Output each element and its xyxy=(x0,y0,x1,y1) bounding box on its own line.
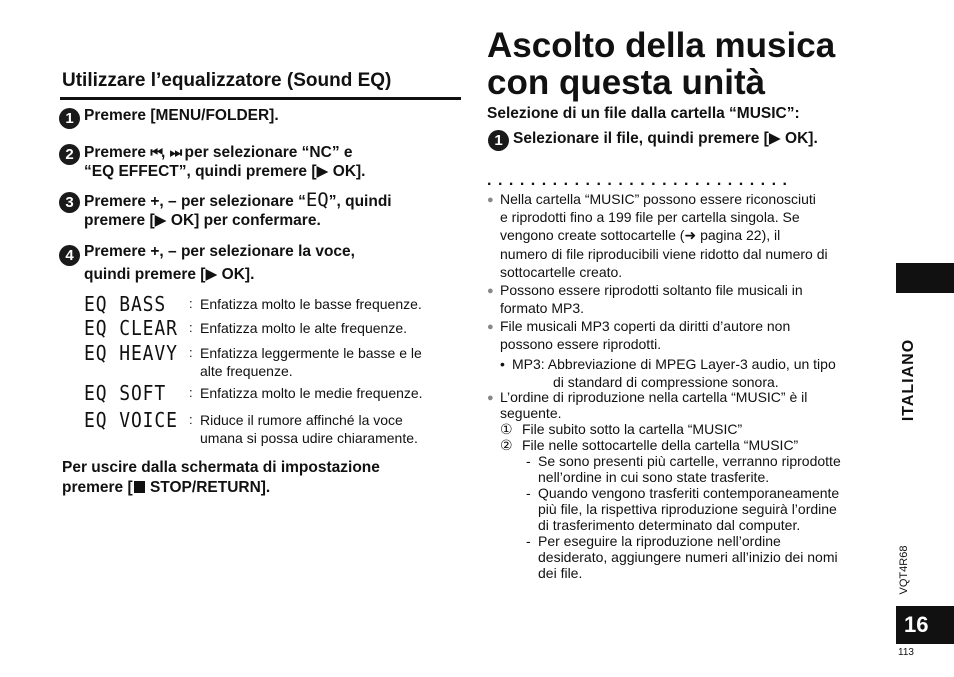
eq-mode-desc: Enfatizza molto le basse frequenze. xyxy=(200,296,422,312)
order-2: File nelle sottocartelle della cartella “MUSIC” xyxy=(522,437,799,453)
note-3-line-2: possono essere riprodotti. xyxy=(500,336,662,352)
mp3-line-1: MP3: Abbreviazione di MPEG Layer-3 audio, un tipo xyxy=(512,356,836,372)
note-3-line-1: File musicali MP3 coperti da diritti d’autore non xyxy=(500,318,791,334)
note-1-line-3-post: pagina 22), il xyxy=(696,227,781,243)
right-step-1-pre: Selezionare il file, quindi premere [ xyxy=(513,130,769,147)
step-3-pre: Premere +, – per selezionare “ xyxy=(84,193,306,210)
language-tab-marker xyxy=(896,263,954,293)
page-number: 16 xyxy=(896,606,954,644)
dash: - xyxy=(526,453,531,469)
detail-1-line-2: nell’ordine in cui sono state trasferite. xyxy=(538,469,770,485)
colon: : xyxy=(189,345,193,360)
language-label xyxy=(894,300,924,460)
step-4-line2-pre: quindi premere [ xyxy=(84,266,206,283)
step-2-pre: Premere xyxy=(84,144,151,161)
bullet: ● xyxy=(487,194,494,206)
eq-mode-desc: Enfatizza molto le alte frequenze. xyxy=(200,320,408,336)
circled-1: ① xyxy=(500,421,513,437)
eq-mode-display: EQ CLEAR xyxy=(84,316,178,340)
note-1-line-1: Nella cartella “MUSIC” possono essere riconosciuti xyxy=(500,191,816,207)
subtitle: Selezione di un file dalla cartella “MUSIC”: xyxy=(487,105,800,122)
bullet: ● xyxy=(487,285,494,297)
note-1-line-2: e riprodotti fino a 199 file per cartella singola. Se xyxy=(500,209,800,225)
step-1-text: Premere [MENU/FOLDER]. xyxy=(84,107,279,124)
eq-mode-desc-line-1: Riduce il rumore affinché la voce xyxy=(200,412,403,428)
step-3-line-2 xyxy=(84,211,321,231)
step-4-line2-post: OK]. xyxy=(217,266,255,283)
eq-display-glyph: EQ xyxy=(305,189,329,211)
right-step-1-number: 1 xyxy=(488,130,509,151)
note-4-line-2: seguente. xyxy=(500,405,562,421)
play-icon: ▶ xyxy=(205,266,218,283)
note-1-line-3 xyxy=(500,227,780,245)
step-4-line-2 xyxy=(84,265,254,285)
detail-3-line-3: dei file. xyxy=(538,565,583,581)
mp3-line-2: di standard di compressione sonora. xyxy=(553,374,779,390)
colon: : xyxy=(189,320,193,335)
step-2-line2-pre: “EQ EFFECT”, quindi premere [ xyxy=(84,163,317,180)
dash: - xyxy=(526,485,531,501)
bullet: ● xyxy=(487,321,494,333)
note-4-line-1: L’ordine di riproduzione nella cartella “MUSIC” è il xyxy=(500,389,808,405)
footer-number: 113 xyxy=(898,647,914,658)
exit-line-1: Per uscire dalla schermata di impostazione xyxy=(62,459,380,476)
play-icon: ▶ xyxy=(768,130,781,147)
right-step-1-post: OK]. xyxy=(780,130,818,147)
eq-mode-display: EQ BASS xyxy=(84,292,167,316)
colon: : xyxy=(189,296,193,311)
skip-back-icon: ⏮ xyxy=(150,144,161,160)
eq-mode-display: EQ HEAVY xyxy=(84,341,178,365)
step-3-number: 3 xyxy=(59,192,80,213)
language-text: ITALIANO xyxy=(900,338,917,422)
eq-mode-desc-line-2: alte frequenze. xyxy=(200,363,293,379)
play-icon: ▶ xyxy=(316,163,329,180)
step-3-line-1 xyxy=(84,190,392,212)
colon: : xyxy=(189,385,193,400)
colon: : xyxy=(189,412,193,427)
step-2-sep: , xyxy=(160,144,170,161)
note-2-line-2: formato MP3. xyxy=(500,300,585,316)
skip-forward-icon: ⏭ xyxy=(169,144,181,160)
step-3-line2-pre: premere [ xyxy=(84,212,155,229)
exit-line2-post: STOP/RETURN]. xyxy=(145,479,271,496)
exit-line2-pre: premere [ xyxy=(62,479,133,496)
play-icon: ▶ xyxy=(154,212,167,229)
step-3-post: ”, quindi xyxy=(328,193,392,210)
order-1: File subito sotto la cartella “MUSIC” xyxy=(522,421,743,437)
detail-2-line-1: Quando vengono trasferiti contemporaneamente xyxy=(538,485,840,501)
arrow-right-icon: ➜ xyxy=(684,227,697,243)
note-1-line-5: sottocartelle creato. xyxy=(500,264,623,280)
eq-mode-display: EQ VOICE xyxy=(84,408,178,432)
eq-mode-display: EQ SOFT xyxy=(84,381,167,405)
detail-3-line-2: desiderato, aggiungere numeri all’inizio dei nomi xyxy=(538,549,838,565)
step-4-line-1: Premere +, – per selezionare la voce, xyxy=(84,243,355,260)
model-code xyxy=(894,535,914,605)
note-1-line-4: numero di file riproducibili viene ridotto dal numero di xyxy=(500,246,828,262)
detail-2-line-2: più file, la rispettiva riproduzione seguirà l’ordine xyxy=(538,501,837,517)
eq-mode-desc-line-2: umana si possa udire chiaramente. xyxy=(200,430,418,446)
detail-1-line-1: Se sono presenti più cartelle, verranno riprodotte xyxy=(538,453,841,469)
note-2-line-1: Possono essere riprodotti soltanto file musicali in xyxy=(500,282,803,298)
step-2-line-1 xyxy=(84,142,353,163)
section-rule xyxy=(60,97,461,100)
page-title-line-1: Ascolto della musica xyxy=(487,26,836,65)
stop-icon xyxy=(134,481,145,493)
bullet: ● xyxy=(487,392,494,404)
step-4-number: 4 xyxy=(59,245,80,266)
detail-2-line-3: di trasferimento determinato dal computer. xyxy=(538,517,801,533)
dash: - xyxy=(526,533,531,549)
step-3-line2-post: OK] per confermare. xyxy=(166,212,321,229)
model-code-text: VQT4R68 xyxy=(898,545,910,595)
circled-2: ② xyxy=(500,437,513,453)
dotted-divider: ............................ xyxy=(487,172,794,189)
step-2-line-2 xyxy=(84,162,365,182)
exit-line-2 xyxy=(62,478,270,497)
eq-mode-desc-line-1: Enfatizza leggermente le basse e le xyxy=(200,345,422,361)
step-2-post: per selezionare “NC” e xyxy=(180,144,353,161)
page-title xyxy=(487,27,835,101)
sub-bullet: • xyxy=(500,356,505,372)
section-title: Utilizzare l’equalizzatore (Sound EQ) xyxy=(62,70,392,91)
right-step-1-text xyxy=(513,129,818,148)
step-2-number: 2 xyxy=(59,144,80,165)
detail-3-line-1: Per eseguire la riproduzione nell’ordine xyxy=(538,533,781,549)
step-2-line2-post: OK]. xyxy=(328,163,366,180)
eq-mode-desc: Enfatizza molto le medie frequenze. xyxy=(200,385,423,401)
step-1-number: 1 xyxy=(59,108,80,129)
note-1-line-3-pre: vengono create sottocartelle ( xyxy=(500,227,685,243)
page-title-line-2: con questa unità xyxy=(487,63,766,102)
